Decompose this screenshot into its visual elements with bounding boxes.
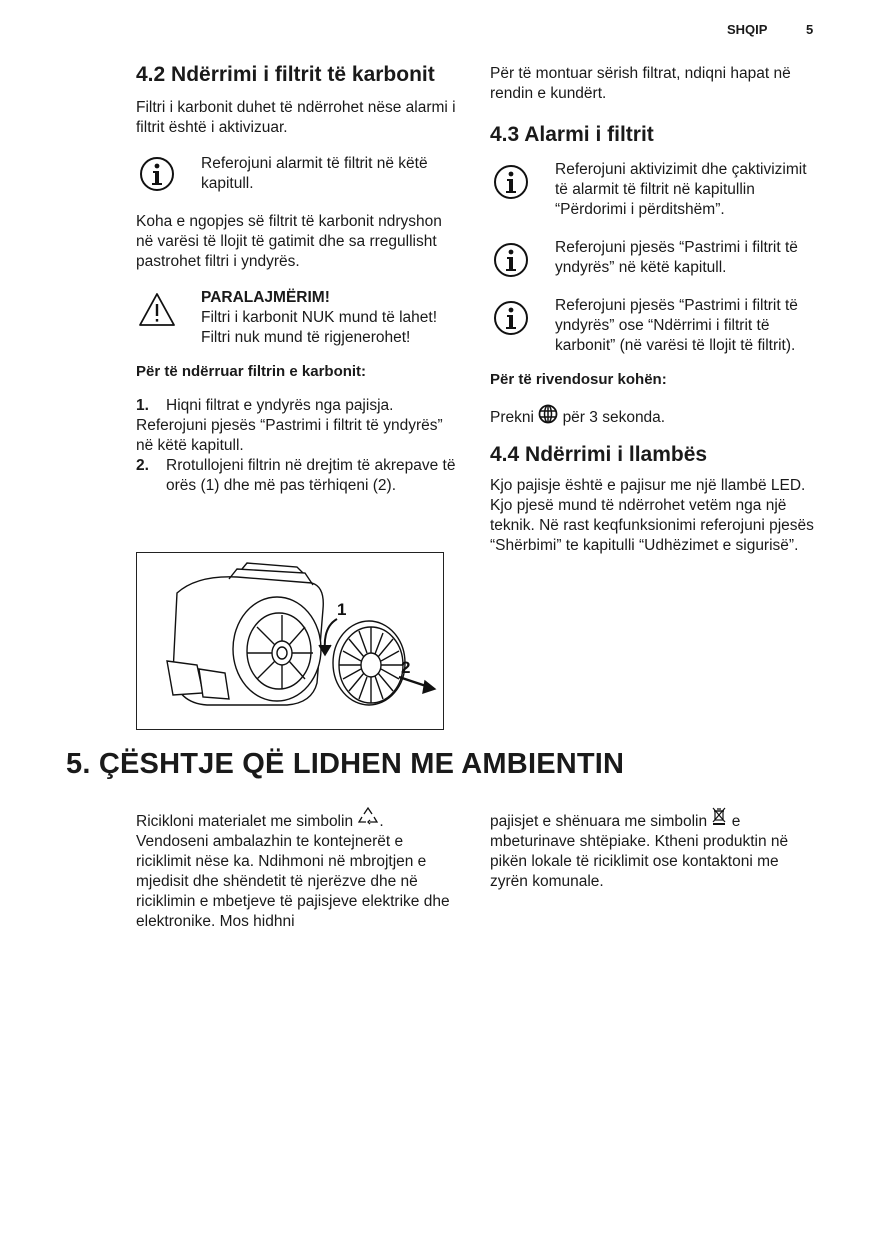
step-number: 2. [136,457,149,474]
carbon-filter-figure [136,552,444,730]
section-4-2-intro: Filtri i karbonit duhet të ndërrohet nëse alarmi i filtrit është i aktivizuar. [136,99,456,136]
info-note [490,160,820,220]
crossed-bin-icon [711,806,727,826]
steps-list [136,396,458,496]
warning-title: PARALAJMËRIM! [201,289,330,306]
globe-grid-icon [538,404,558,424]
recycle-icon [357,806,379,826]
step-number: 1. [136,397,149,414]
warning-note [136,288,458,348]
info-icon [139,156,175,192]
info-note [490,296,820,356]
info-note [490,238,820,278]
info-note-text: Referojuni pjesës “Pastrimi i filtrit të yndyrës” ose “Ndërrimi i filtrit të karbonit” (në varësi të llojit të filtrit). [555,297,798,354]
step-item [136,396,458,456]
section-4-4-title: 4.4 Ndërrimi i llambës [490,443,708,466]
saturation-text: Koha e ngopjes së filtrit të karbonit ndryshon në varësi të llojit të gatimit dhe sa rregullisht pastrohet filtri i yndyrës. [136,213,442,270]
environment-text-left: Ricikloni materialet me simbolin . Vendoseni ambalazhin te kontejnerët e riciklimit nëse ka. Ndihmoni në mbrojtjen e mjedisit dhe shëndetit të njerëzve dhe në riciklimin e mbetjeve të pajisjeve elektrike dhe elektronike. Mos hidhni [136,806,458,932]
info-note-text: Referojuni pjesës “Pastrimi i filtrit të yndyrës” në këtë kapitull. [555,239,798,276]
section-4-4-text: Kjo pajisje është e pajisur me një llambë LED. Kjo pjesë mund të ndërrohet vetëm nga një teknik. Në rast keqfunksionimi referojuni pjesës “Shërbimi” te kapitulli “Udhëzimet e sigurisë”. [490,477,814,554]
step-item [136,456,458,496]
page-number: 5 [806,22,814,37]
reset-title: Për të rivendosur kohën: [490,371,667,388]
environment-text-right: pajisjet e shënuara me simbolin e mbeturinave shtëpiake. Ktheni produktin në pikën lokale të riciklimit ose kontaktoni me zyrën komunale. [490,806,820,892]
step-text: Hiqni filtrat e yndyrës nga pajisja. Referojuni pjesës “Pastrimi i filtrit të yndyrës” në këtë kapitull. [136,397,443,454]
info-icon [493,300,529,336]
figure-label-2: 2 [401,658,411,677]
section-4-3-title: 4.3 Alarmi i filtrit [490,123,654,146]
warning-text: Filtri i karbonit NUK mund të lahet! Filtri nuk mund të rigjenerohet! [201,309,438,346]
section-4-2 [136,62,458,496]
info-note-text: Referojuni alarmit të filtrit në këtë kapitull. [201,155,428,192]
right-column [490,64,820,556]
procedure-title: Për të ndërruar filtrin e karbonit: [136,363,367,380]
figure-label-1: 1 [337,600,347,619]
reset-text: Prekni për 3 sekonda. [490,404,820,428]
reassembly-text: Për të montuar sërish filtrat, ndiqni hapat në rendin e kundërt. [490,65,791,102]
section-4-2-title: 4.2 Ndërrimi i filtrit të karbonit [136,63,435,86]
warning-icon [139,292,175,328]
info-note [136,152,458,194]
info-icon [493,242,529,278]
info-icon [493,164,529,200]
header-language: SHQIP [727,22,768,37]
step-text: Rrotullojeni filtrin në drejtim të akrepave të orës (1) dhe më pas tërhiqeni (2). [166,457,456,494]
info-note-text: Referojuni aktivizimit dhe çaktivizimit të alarmit të filtrit në kapitullin “Përdorimi i përditshëm”. [555,161,807,218]
section-5-title: 5. ÇËSHTJE QË LIDHEN ME AMBIENTIN [66,748,625,780]
filter-removal-illustration [137,553,443,729]
